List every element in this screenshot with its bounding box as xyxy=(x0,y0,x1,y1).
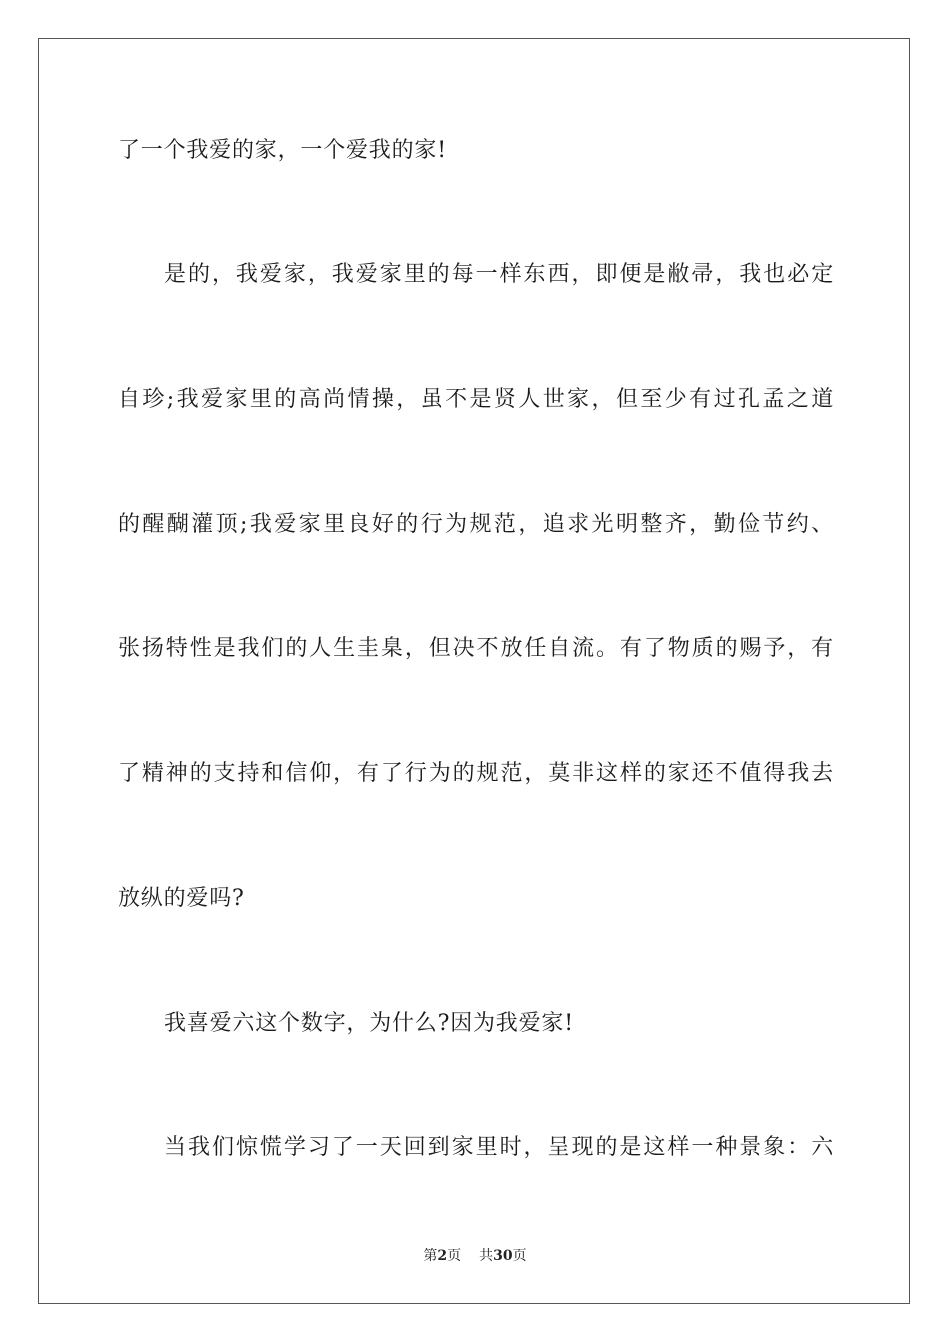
footer-page-number: 2 xyxy=(437,1248,448,1264)
text-line-7: 放纵的爱吗? xyxy=(118,886,245,911)
text-line-4: 的醒醐灌顶;我爱家里良好的行为规范，追求光明整齐，勤俭节约、 xyxy=(118,512,834,537)
footer-page-suffix: 页 xyxy=(447,1248,462,1264)
page-border xyxy=(38,38,910,1304)
text-line-9: 当我们惊慌学习了一天回到家里时，呈现的是这样一种景象：六 xyxy=(164,1135,834,1160)
text-line-5: 张扬特性是我们的人生圭臬，但决不放任自流。有了物质的赐予，有 xyxy=(118,636,834,661)
footer-page-prefix: 第 xyxy=(423,1248,438,1264)
text-line-8: 我喜爱六这个数字，为什么?因为我爱家! xyxy=(164,1011,574,1036)
footer-total-suffix: 页 xyxy=(512,1248,527,1264)
text-line-6: 了精神的支持和信仰，有了行为的规范，莫非这样的家还不值得我去 xyxy=(118,761,834,786)
page-footer xyxy=(0,1246,950,1266)
footer-total-number: 30 xyxy=(493,1248,513,1264)
footer-total-prefix: 共 xyxy=(479,1248,494,1264)
text-line-3: 自珍;我爱家里的高尚情操，虽不是贤人世家，但至少有过孔孟之道 xyxy=(118,387,834,412)
text-line-2: 是的，我爱家，我爱家里的每一样东西，即便是敝帚，我也必定 xyxy=(164,262,834,287)
text-line-1: 了一个我爱的家，一个爱我的家! xyxy=(118,138,447,163)
